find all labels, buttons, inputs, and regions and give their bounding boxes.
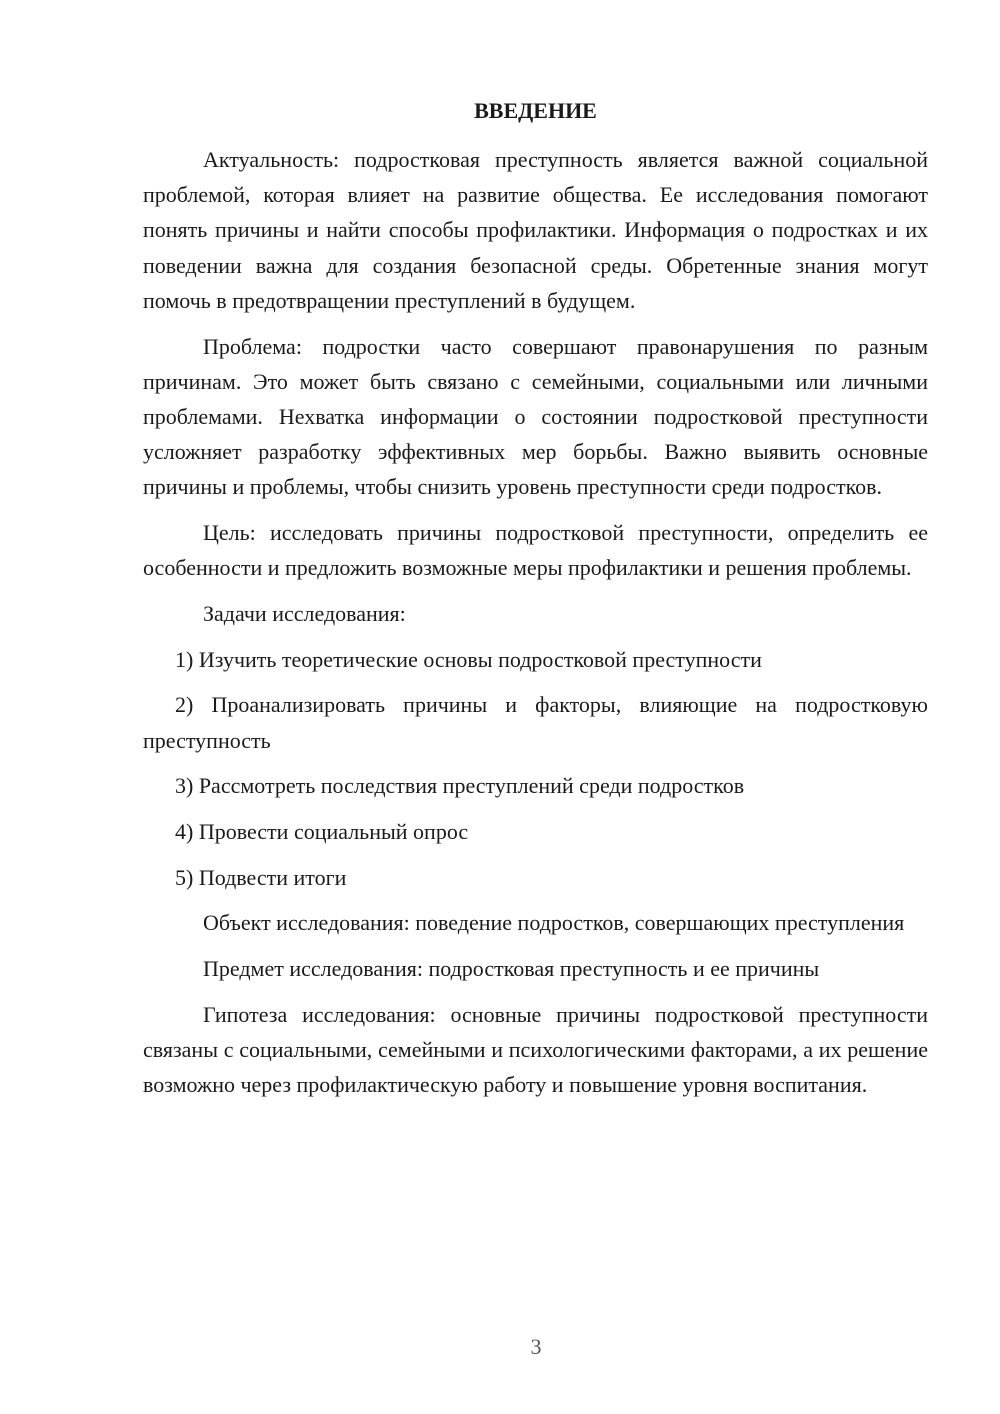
- paragraph-relevance: Актуальность: подростковая преступность является важной социальной проблемой, которая влияет на развитие общества. Ее исследования помогают понять причины и найти способы профилактики. Информация о подростках и их поведении важна для создания безопасной среды. Обретенные знания могут помочь в предотвращении преступлений в будущем.: [143, 147, 928, 313]
- task-item-1: 1) Изучить теоретические основы подростковой преступности: [175, 646, 762, 672]
- task-item-4: 4) Провести социальный опрос: [175, 818, 469, 844]
- paragraph-subject: Предмет исследования: подростковая преступность и ее причины: [203, 956, 820, 982]
- page-number: 3: [530, 1334, 542, 1359]
- task-item-2: 2) Проанализировать причины и факторы, влияющие на подростковую преступность: [143, 692, 928, 753]
- task-item-3: 3) Рассмотреть последствия преступлений среди подростков: [175, 773, 745, 799]
- paragraph-hypothesis: Гипотеза исследования: основные причины подростковой преступности связаны с социальными, семейными и психологическими факторами, а их решение возможно через профилактическую работу и повышение уровня воспитания.: [143, 1001, 928, 1098]
- paragraph-object: Объект исследования: поведение подростков, совершающих преступления: [203, 910, 905, 936]
- paragraph-problem: Проблема: подростки часто совершают правонарушения по разным причинам. Это может быть связано с семейными, социальными или личными проблемами. Нехватка информации о состоянии подростковой преступности усложняет разработку эффективных мер борьбы. Важно выявить основные причины и проблемы, чтобы снизить уровень преступности среди подростков.: [143, 333, 928, 500]
- document-body: [143, 142, 928, 1113]
- paragraph-goal: Цель: исследовать причины подростковой преступности, определить ее особенности и предложить возможные меры профилактики и решения проблемы.: [143, 520, 928, 581]
- page-title: ВВЕДЕНИЕ: [474, 98, 597, 123]
- task-item-5: 5) Подвести итоги: [175, 864, 347, 890]
- paragraph-tasks-heading: Задачи исследования:: [203, 600, 406, 626]
